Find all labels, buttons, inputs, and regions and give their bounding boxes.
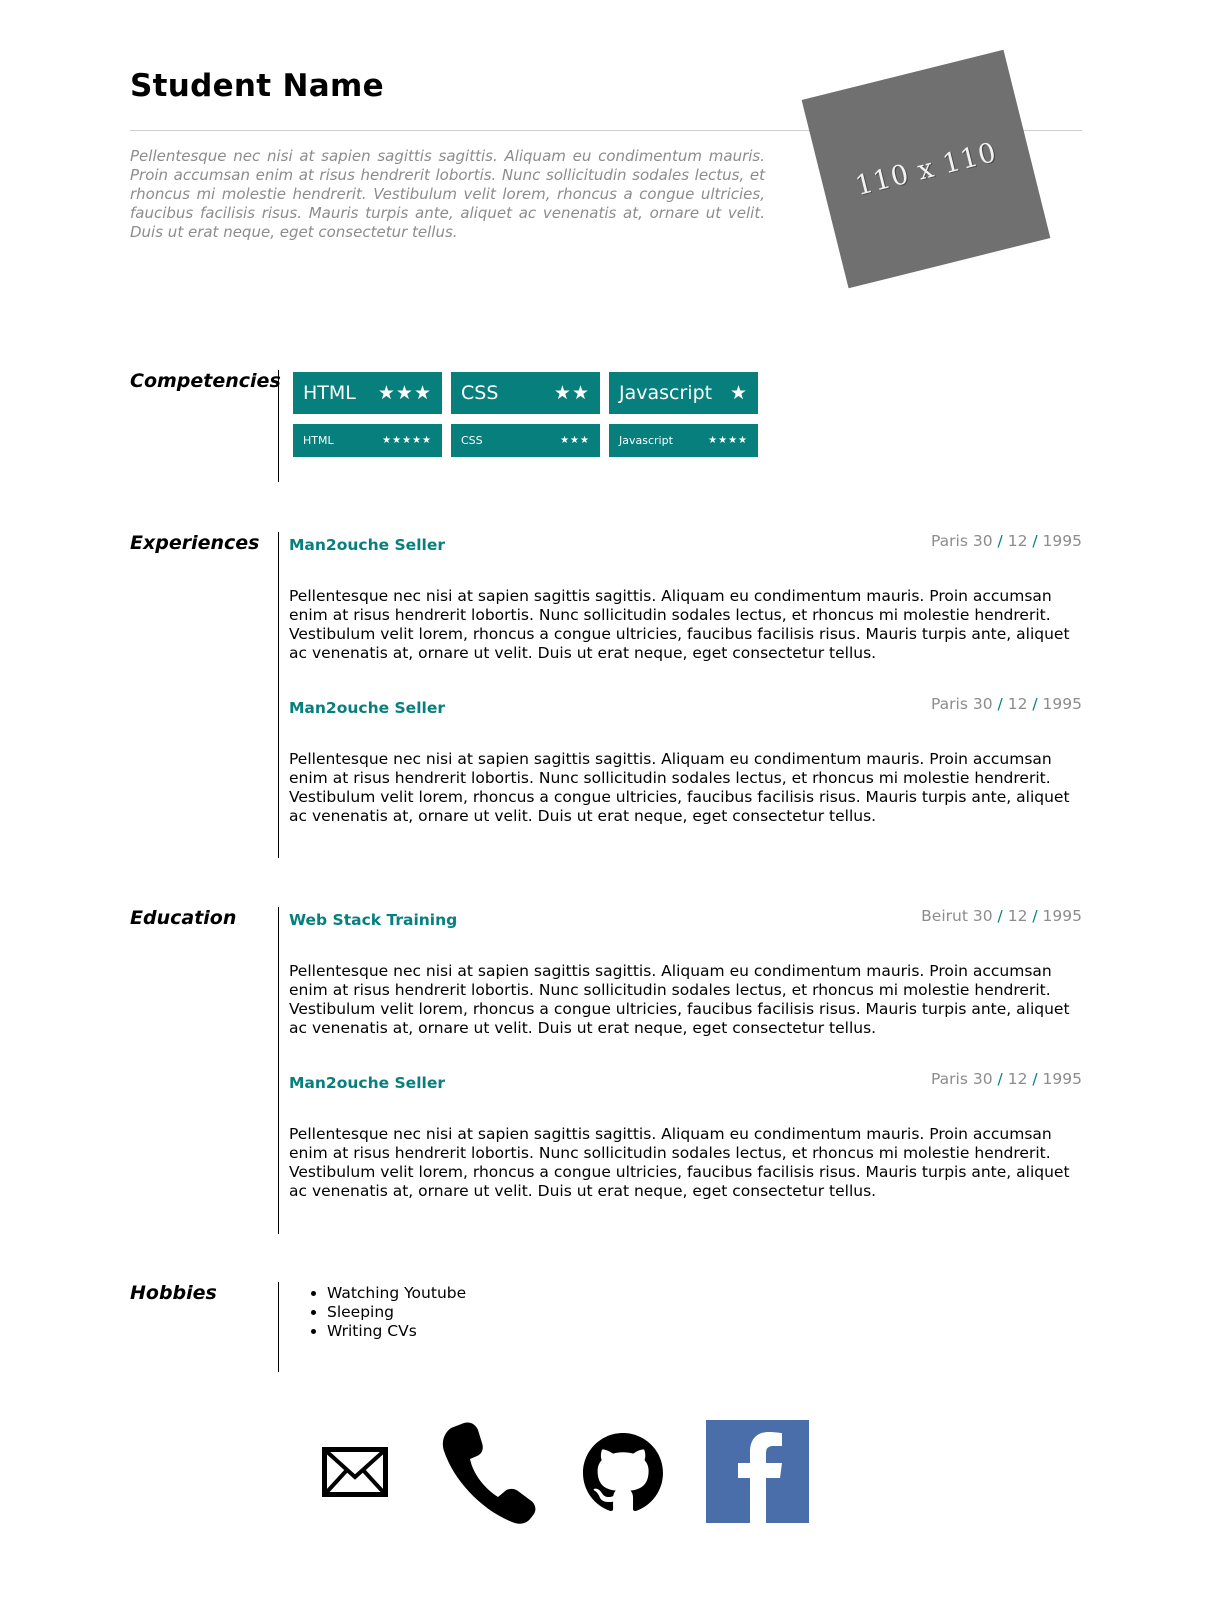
skill-label: HTML: [303, 434, 334, 447]
skill-label: Javascript: [619, 434, 673, 447]
star-rating: ★★★: [377, 382, 432, 404]
section-divider: [278, 370, 279, 482]
hobbies-section: [130, 1282, 1082, 1372]
star-rating: ★★★: [560, 435, 590, 446]
section-divider: [278, 907, 279, 1234]
hobbies-title: Hobbies: [130, 1282, 217, 1304]
entry-day: 30: [972, 907, 993, 925]
competencies-title: Competencies: [130, 370, 281, 392]
entry-city: Paris: [931, 532, 968, 550]
entry-description: Pellentesque nec nisi at sapien sagittis sagittis. Aliquam eu condimentum mauris. Proin accumsan enim at risus hendrerit lobortis. Nunc sollicitudin sodales lectus, et rhoncus mi molestie hendrerit. Vestibulum velit lorem, rhoncus a congue ultricies, faucibus facilisis risus. Mauris turpis ante, aliquet ac venenatis at, ornare ut velit. Duis ut erat neque, eget consectetur tellus.: [289, 962, 1070, 1037]
entry-city: Paris: [931, 1070, 968, 1088]
entry-description: Pellentesque nec nisi at sapien sagittis sagittis. Aliquam eu condimentum mauris. Proin accumsan enim at risus hendrerit lobortis. Nunc sollicitudin sodales lectus, et rhoncus mi molestie hendrerit. Vestibulum velit lorem, rhoncus a congue ultricies, faucibus facilisis risus. Mauris turpis ante, aliquet ac venenatis at, ornare ut velit. Duis ut erat neque, eget consectetur tellus.: [289, 750, 1070, 825]
hobby-item: • Sleeping: [327, 1303, 466, 1322]
entry-month: 12: [1007, 1070, 1028, 1088]
entry-date: Paris 30 / 12 / 1995: [931, 695, 1082, 713]
skill-label: CSS: [461, 434, 483, 447]
entry-date: Beirut 30 / 12 / 1995: [921, 907, 1082, 925]
entry-title: Man2ouche Seller: [289, 536, 445, 554]
star-rating: ★★★★: [708, 435, 748, 446]
photo-placeholder-label: 110 x 110: [852, 136, 1000, 202]
entry-year: 1995: [1042, 532, 1082, 550]
entry-day: 30: [972, 695, 993, 713]
education-section: [130, 907, 1082, 1234]
entry-date: Paris 30 / 12 / 1995: [931, 1070, 1082, 1088]
entry-city: Beirut: [921, 907, 968, 925]
competencies-section: [130, 370, 1082, 482]
star-rating: ★★: [553, 382, 590, 404]
envelope-icon[interactable]: [322, 1447, 388, 1497]
hobby-item: • Watching Youtube: [327, 1284, 466, 1303]
facebook-icon[interactable]: [706, 1420, 809, 1523]
entry-title: Man2ouche Seller: [289, 699, 445, 717]
skill-chip-html: [293, 372, 442, 414]
education-title: Education: [130, 907, 237, 929]
entry-month: 12: [1007, 532, 1028, 550]
profile-photo-placeholder: [802, 50, 1051, 289]
skill-chip-html-small: [293, 424, 442, 457]
skill-label: CSS: [461, 382, 499, 404]
entry-month: 12: [1007, 907, 1028, 925]
skill-chip-javascript: [609, 372, 758, 414]
entry-description: Pellentesque nec nisi at sapien sagittis sagittis. Aliquam eu condimentum mauris. Proin accumsan enim at risus hendrerit lobortis. Nunc sollicitudin sodales lectus, et rhoncus mi molestie hendrerit. Vestibulum velit lorem, rhoncus a congue ultricies, faucibus facilisis risus. Mauris turpis ante, aliquet ac venenatis at, ornare ut velit. Duis ut erat neque, eget consectetur tellus.: [289, 1125, 1070, 1200]
intro-text: Pellentesque nec nisi at sapien sagittis sagittis. Aliquam eu condimentum mauris. Proin accumsan enim at risus hendrerit lobortis. Nunc sollicitudin sodales lectus, et rhoncus mi molestie hendrerit. Vestibulum velit lorem, rhoncus a congue ultricies, faucibus facilisis risus. Mauris turpis ante, aliquet ac venenatis at, ornare ut velit. Duis ut erat neque, eget consectetur tellus.: [130, 147, 765, 241]
experiences-title: Experiences: [130, 532, 260, 554]
entry-title: Man2ouche Seller: [289, 1074, 445, 1092]
entry-year: 1995: [1042, 907, 1082, 925]
section-divider: [278, 1282, 279, 1372]
skill-chip-css: [451, 372, 600, 414]
entry-year: 1995: [1042, 695, 1082, 713]
github-icon[interactable]: [583, 1433, 663, 1513]
skill-chip-css-small: [451, 424, 600, 457]
skill-label: HTML: [303, 382, 356, 404]
entry-date: Paris 30 / 12 / 1995: [931, 532, 1082, 550]
entry-day: 30: [972, 1070, 993, 1088]
student-name: Student Name: [130, 68, 384, 104]
star-rating: ★★★★★: [382, 435, 432, 446]
hobbies-list: [309, 1284, 466, 1341]
hobby-item: • Writing CVs: [327, 1322, 466, 1341]
skill-chip-javascript-small: [609, 424, 758, 457]
experiences-section: [130, 532, 1082, 858]
star-rating: ★: [729, 382, 748, 404]
entry-city: Paris: [931, 695, 968, 713]
entry-year: 1995: [1042, 1070, 1082, 1088]
entry-description: Pellentesque nec nisi at sapien sagittis sagittis. Aliquam eu condimentum mauris. Proin accumsan enim at risus hendrerit lobortis. Nunc sollicitudin sodales lectus, et rhoncus mi molestie hendrerit. Vestibulum velit lorem, rhoncus a congue ultricies, faucibus facilisis risus. Mauris turpis ante, aliquet ac venenatis at, ornare ut velit. Duis ut erat neque, eget consectetur tellus.: [289, 587, 1070, 662]
entry-day: 30: [972, 532, 993, 550]
phone-icon[interactable]: [440, 1421, 540, 1524]
entry-month: 12: [1007, 695, 1028, 713]
section-divider: [278, 532, 279, 858]
skill-label: Javascript: [619, 382, 713, 404]
entry-title: Web Stack Training: [289, 911, 458, 929]
